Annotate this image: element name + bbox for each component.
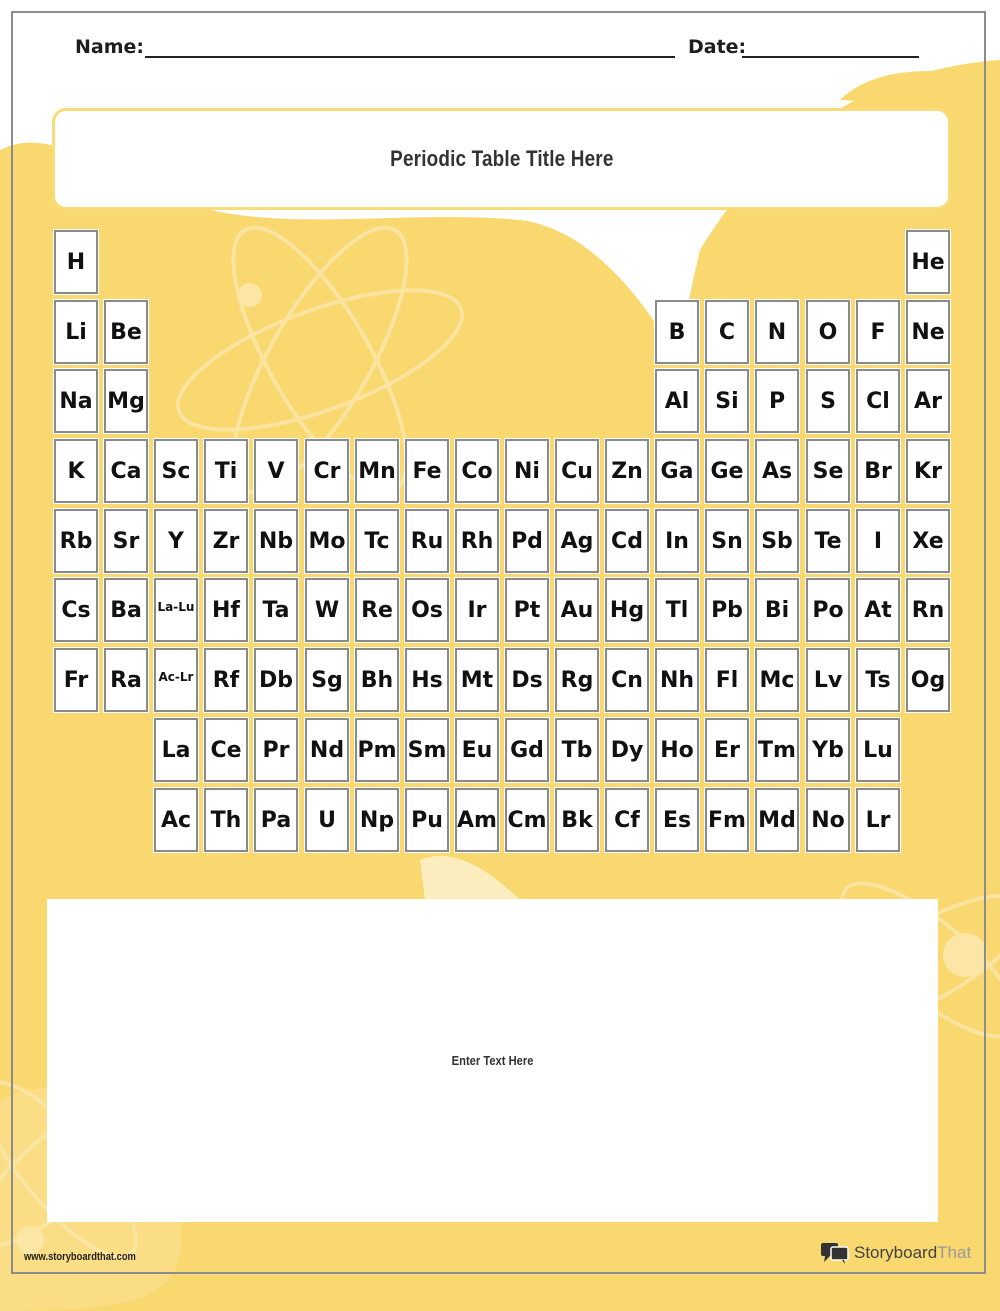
element-cell-c[interactable]: C [705, 300, 749, 364]
element-cell-ba[interactable]: Ba [104, 578, 148, 642]
element-cell-si[interactable]: Si [705, 369, 749, 433]
element-cell-te[interactable]: Te [806, 509, 850, 573]
element-cell-np[interactable]: Np [355, 788, 399, 852]
element-cell-mg[interactable]: Mg [104, 369, 148, 433]
element-cell-am[interactable]: Am [455, 788, 499, 852]
element-cell-bk[interactable]: Bk [555, 788, 599, 852]
element-cell-es[interactable]: Es [655, 788, 699, 852]
element-cell-mt[interactable]: Mt [455, 648, 499, 712]
element-cell-be[interactable]: Be [104, 300, 148, 364]
element-cell-u[interactable]: U [305, 788, 349, 852]
element-cell-sm[interactable]: Sm [405, 718, 449, 782]
element-cell-ho[interactable]: Ho [655, 718, 699, 782]
element-cell-cf[interactable]: Cf [605, 788, 649, 852]
element-cell-ra[interactable]: Ra [104, 648, 148, 712]
element-cell-ta[interactable]: Ta [254, 578, 298, 642]
element-cell-hf[interactable]: Hf [204, 578, 248, 642]
element-cell-he[interactable]: He [906, 230, 950, 294]
element-cell-s[interactable]: S [806, 369, 850, 433]
date-label: Date: [688, 36, 747, 58]
element-cell-yb[interactable]: Yb [806, 718, 850, 782]
element-cell-db[interactable]: Db [254, 648, 298, 712]
element-cell-at[interactable]: At [856, 578, 900, 642]
element-cell-kr[interactable]: Kr [906, 439, 950, 503]
element-cell-rn[interactable]: Rn [906, 578, 950, 642]
element-cell-se[interactable]: Se [806, 439, 850, 503]
element-cell-ac-lr[interactable]: Ac-Lr [154, 648, 198, 712]
element-cell-pd[interactable]: Pd [505, 509, 549, 573]
element-cell-cm[interactable]: Cm [505, 788, 549, 852]
element-cell-bh[interactable]: Bh [355, 648, 399, 712]
element-cell-nb[interactable]: Nb [254, 509, 298, 573]
element-cell-li[interactable]: Li [54, 300, 98, 364]
text-box[interactable] [47, 899, 938, 1222]
element-cell-zn[interactable]: Zn [605, 439, 649, 503]
element-cell-eu[interactable]: Eu [455, 718, 499, 782]
element-cell-xe[interactable]: Xe [906, 509, 950, 573]
element-cell-sb[interactable]: Sb [755, 509, 799, 573]
date-blank-line[interactable] [742, 56, 919, 58]
element-cell-hg[interactable]: Hg [605, 578, 649, 642]
element-cell-pt[interactable]: Pt [505, 578, 549, 642]
element-cell-ts[interactable]: Ts [856, 648, 900, 712]
element-cell-sg[interactable]: Sg [305, 648, 349, 712]
element-cell-ga[interactable]: Ga [655, 439, 699, 503]
footer-url: www.storyboardthat.com [24, 1251, 136, 1263]
element-cell-la-lu[interactable]: La-Lu [154, 578, 198, 642]
element-cell-ag[interactable]: Ag [555, 509, 599, 573]
element-cell-ar[interactable]: Ar [906, 369, 950, 433]
element-cell-fm[interactable]: Fm [705, 788, 749, 852]
element-cell-n[interactable]: N [755, 300, 799, 364]
element-cell-rf[interactable]: Rf [204, 648, 248, 712]
name-blank-line[interactable] [145, 56, 675, 58]
element-cell-th[interactable]: Th [204, 788, 248, 852]
logo-text-storyboard: Storyboard [854, 1243, 938, 1262]
element-cell-tm[interactable]: Tm [755, 718, 799, 782]
element-cell-mn[interactable]: Mn [355, 439, 399, 503]
element-cell-ru[interactable]: Ru [405, 509, 449, 573]
element-cell-k[interactable]: K [54, 439, 98, 503]
element-cell-ne[interactable]: Ne [906, 300, 950, 364]
element-cell-cd[interactable]: Cd [605, 509, 649, 573]
storyboardthat-logo [820, 1240, 971, 1266]
element-cell-zr[interactable]: Zr [204, 509, 248, 573]
element-cell-hs[interactable]: Hs [405, 648, 449, 712]
element-cell-ir[interactable]: Ir [455, 578, 499, 642]
element-cell-fl[interactable]: Fl [705, 648, 749, 712]
element-cell-er[interactable]: Er [705, 718, 749, 782]
element-cell-no[interactable]: No [806, 788, 850, 852]
element-cell-mc[interactable]: Mc [755, 648, 799, 712]
element-cell-pb[interactable]: Pb [705, 578, 749, 642]
element-cell-rb[interactable]: Rb [54, 509, 98, 573]
name-label: Name: [75, 36, 145, 58]
element-cell-og[interactable]: Og [906, 648, 950, 712]
element-cell-f[interactable]: F [856, 300, 900, 364]
element-cell-md[interactable]: Md [755, 788, 799, 852]
element-cell-bi[interactable]: Bi [755, 578, 799, 642]
element-cell-fe[interactable]: Fe [405, 439, 449, 503]
element-cell-b[interactable]: B [655, 300, 699, 364]
element-cell-sn[interactable]: Sn [705, 509, 749, 573]
element-cell-lu[interactable]: Lu [856, 718, 900, 782]
element-cell-rh[interactable]: Rh [455, 509, 499, 573]
element-cell-as[interactable]: As [755, 439, 799, 503]
element-cell-tc[interactable]: Tc [355, 509, 399, 573]
text-box-placeholder: Enter Text Here [451, 1053, 534, 1068]
element-cell-lr[interactable]: Lr [856, 788, 900, 852]
logo-text-that: That [937, 1243, 972, 1262]
element-cell-in[interactable]: In [655, 509, 699, 573]
element-cell-tb[interactable]: Tb [555, 718, 599, 782]
element-cell-os[interactable]: Os [405, 578, 449, 642]
element-cell-y[interactable]: Y [154, 509, 198, 573]
element-cell-mo[interactable]: Mo [305, 509, 349, 573]
element-cell-dy[interactable]: Dy [605, 718, 649, 782]
element-cell-sc[interactable]: Sc [154, 439, 198, 503]
element-cell-cu[interactable]: Cu [555, 439, 599, 503]
element-cell-ni[interactable]: Ni [505, 439, 549, 503]
element-cell-co[interactable]: Co [455, 439, 499, 503]
element-cell-br[interactable]: Br [856, 439, 900, 503]
element-cell-al[interactable]: Al [655, 369, 699, 433]
element-cell-nh[interactable]: Nh [655, 648, 699, 712]
speech-bubbles-icon [820, 1241, 850, 1265]
element-cell-pu[interactable]: Pu [405, 788, 449, 852]
element-cell-rg[interactable]: Rg [555, 648, 599, 712]
element-cell-o[interactable]: O [806, 300, 850, 364]
element-cell-fr[interactable]: Fr [54, 648, 98, 712]
element-cell-w[interactable]: W [305, 578, 349, 642]
element-cell-gd[interactable]: Gd [505, 718, 549, 782]
page-title: Periodic Table Title Here [389, 146, 614, 171]
element-cell-p[interactable]: P [755, 369, 799, 433]
element-cell-ac[interactable]: Ac [154, 788, 198, 852]
element-cell-tl[interactable]: Tl [655, 578, 699, 642]
element-cell-po[interactable]: Po [806, 578, 850, 642]
element-cell-na[interactable]: Na [54, 369, 98, 433]
element-cell-pm[interactable]: Pm [355, 718, 399, 782]
element-cell-ce[interactable]: Ce [204, 718, 248, 782]
element-cell-la[interactable]: La [154, 718, 198, 782]
element-cell-h[interactable]: H [54, 230, 98, 294]
element-cell-cn[interactable]: Cn [605, 648, 649, 712]
element-cell-ds[interactable]: Ds [505, 648, 549, 712]
element-cell-au[interactable]: Au [555, 578, 599, 642]
element-cell-nd[interactable]: Nd [305, 718, 349, 782]
element-cell-cr[interactable]: Cr [305, 439, 349, 503]
element-cell-v[interactable]: V [254, 439, 298, 503]
element-cell-i[interactable]: I [856, 509, 900, 573]
element-cell-re[interactable]: Re [355, 578, 399, 642]
element-cell-ge[interactable]: Ge [705, 439, 749, 503]
element-cell-cs[interactable]: Cs [54, 578, 98, 642]
element-cell-ti[interactable]: Ti [204, 439, 248, 503]
element-cell-ca[interactable]: Ca [104, 439, 148, 503]
element-cell-sr[interactable]: Sr [104, 509, 148, 573]
title-box[interactable] [52, 108, 951, 210]
element-cell-pa[interactable]: Pa [254, 788, 298, 852]
element-cell-lv[interactable]: Lv [806, 648, 850, 712]
element-cell-cl[interactable]: Cl [856, 369, 900, 433]
element-cell-pr[interactable]: Pr [254, 718, 298, 782]
